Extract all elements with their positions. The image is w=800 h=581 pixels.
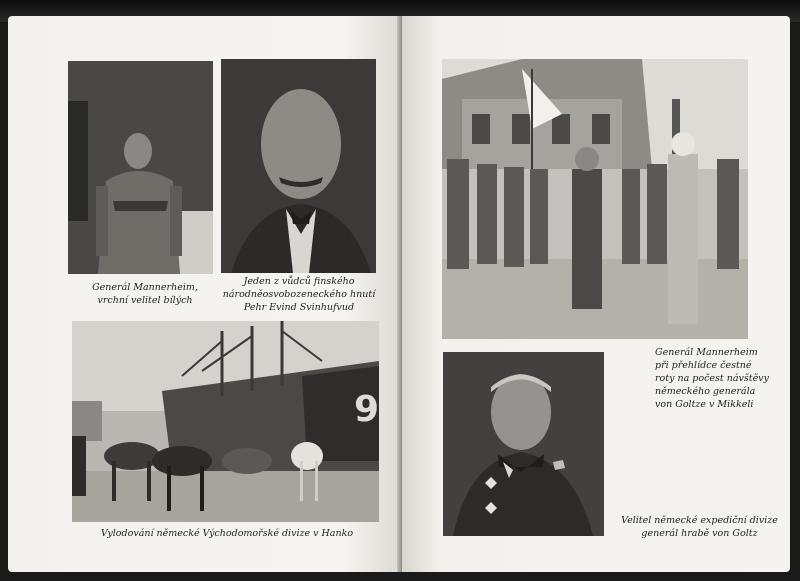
photo-svinhufvud: [221, 59, 376, 273]
caption-goltz: Velitel německé expediční divize generál hrabě von Goltz: [621, 515, 778, 539]
svg-text:9: 9: [354, 389, 379, 430]
caption-review: Generál Mannerheim při přehlídce čestné roty na počest návštěvy německého generála von Goltze v Mikkeli: [655, 347, 769, 410]
caption-svinhufvud: Jeden z vůdců finského národněosvobozeneckého hnutí Pehr Evind Svinhufvud: [222, 276, 376, 313]
photo-mannerheim: [68, 61, 213, 274]
photo-landing-hanko: [72, 321, 379, 522]
photo-parade-review: [442, 59, 748, 339]
caption-mannerheim: Generál Mannerheim, vrchní velitel bílých: [92, 282, 198, 306]
caption-landing: Vylodování německé Východomořské divize v Hanko: [100, 528, 354, 539]
photo-von-goltz: [443, 352, 604, 536]
